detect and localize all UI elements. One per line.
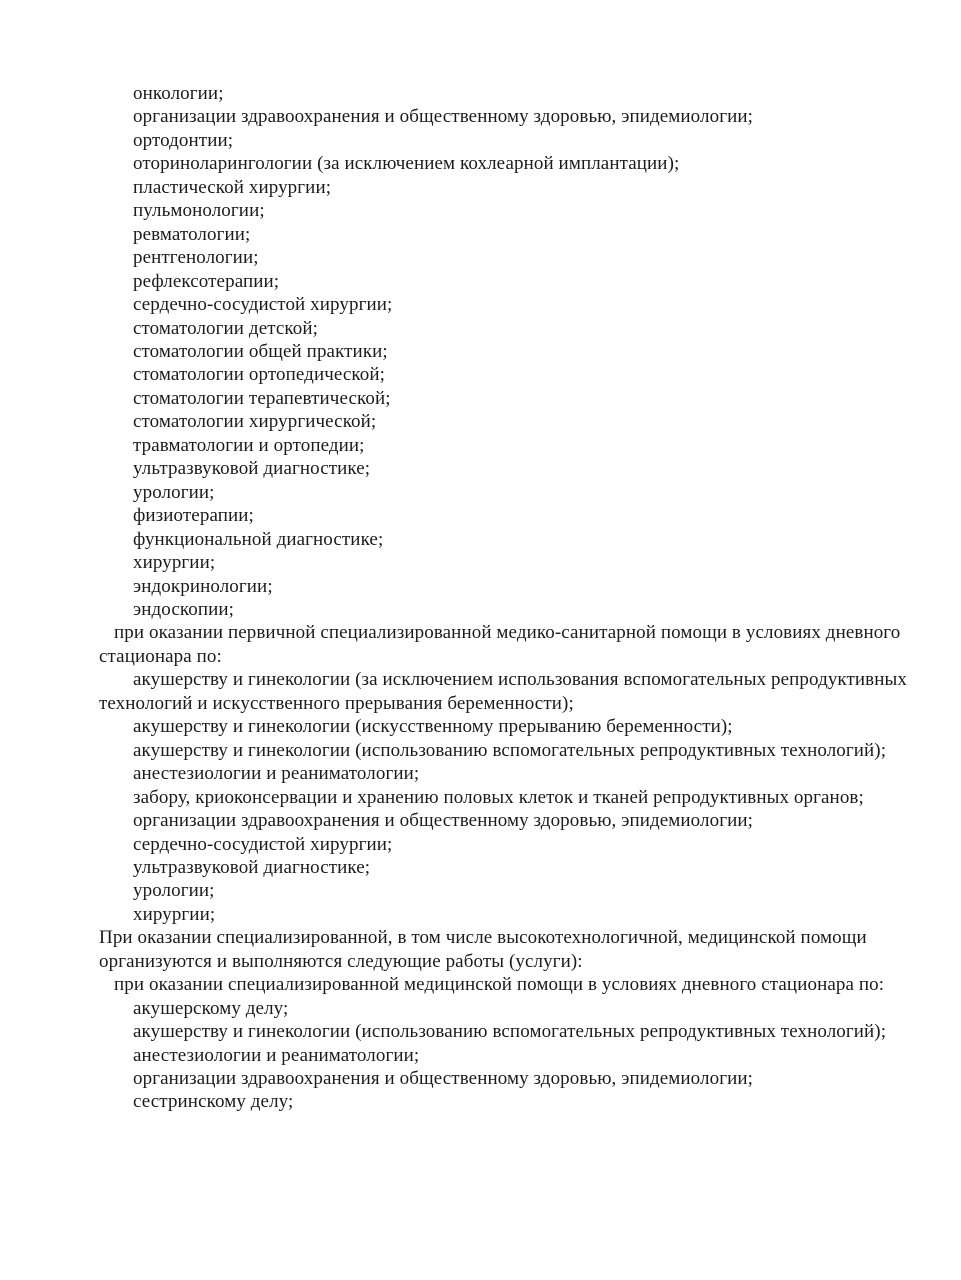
- document-paragraph: При оказании специализированной, в том числе высокотехнологичной, медицинской помощи организуются и выполняются следующие работы (услуги):: [99, 927, 867, 972]
- document-paragraph: урологии;: [133, 481, 215, 503]
- document-paragraph: ортодонтии;: [133, 129, 234, 151]
- document-paragraph: пластической хирургии;: [133, 176, 332, 198]
- document-paragraph: акушерству и гинекологии (использованию вспомогательных репродуктивных технологий);: [133, 1021, 887, 1043]
- document-paragraph: стоматологии ортопедической;: [133, 364, 386, 386]
- document-paragraph: сердечно-сосудистой хирургии;: [133, 294, 393, 316]
- document-paragraph: акушерству и гинекологии (использованию вспомогательных репродуктивных технологий);: [133, 739, 887, 761]
- document-paragraph: при оказании специализированной медицинской помощи в условиях дневного стационара по:: [114, 974, 885, 996]
- document-paragraph: травматологии и ортопедии;: [133, 434, 365, 456]
- document-paragraph: ревматологии;: [133, 223, 251, 245]
- document-paragraph: при оказании первичной специализированной медико-санитарной помощи в условиях дневного стационара по:: [99, 622, 901, 667]
- document-text-body: [99, 82, 933, 1114]
- document-paragraph: стоматологии общей практики;: [133, 340, 388, 362]
- document-paragraph: стоматологии хирургической;: [133, 411, 377, 433]
- document-paragraph: хирургии;: [133, 552, 216, 574]
- document-paragraph: рефлексотерапии;: [133, 270, 280, 292]
- document-paragraph: рентгенологии;: [133, 247, 259, 269]
- document-paragraph: эндокринологии;: [133, 575, 273, 597]
- document-paragraph: функциональной диагностике;: [133, 528, 384, 550]
- document-paragraph: физиотерапии;: [133, 505, 254, 527]
- document-paragraph: сердечно-сосудистой хирургии;: [133, 833, 393, 855]
- document-paragraph: стоматологии детской;: [133, 317, 319, 339]
- document-paragraph: онкологии;: [133, 83, 224, 104]
- document-paragraph: организации здравоохранения и общественному здоровью, эпидемиологии;: [133, 1068, 754, 1090]
- document-paragraph: забору, криоконсервации и хранению половых клеток и тканей репродуктивных органов;: [133, 786, 864, 808]
- document-paragraph: акушерскому делу;: [133, 997, 289, 1019]
- document-paragraph: ультразвуковой диагностике;: [133, 458, 371, 480]
- document-paragraph: хирургии;: [133, 903, 216, 925]
- document-paragraph: пульмонологии;: [133, 200, 265, 222]
- document-paragraph: организации здравоохранения и общественному здоровью, эпидемиологии;: [133, 810, 754, 832]
- document-paragraph: акушерству и гинекологии (за исключением использования вспомогательных репродуктивных технологий и искусственного прерывания беременности);: [99, 669, 907, 714]
- document-paragraph: акушерству и гинекологии (искусственному прерыванию беременности);: [133, 716, 733, 738]
- document-paragraph: сестринскому делу;: [133, 1091, 294, 1113]
- document-paragraph: анестезиологии и реаниматологии;: [133, 1044, 420, 1066]
- document-paragraph: урологии;: [133, 880, 215, 902]
- document-paragraph: стоматологии терапевтической;: [133, 387, 391, 409]
- document-paragraph: анестезиологии и реаниматологии;: [133, 763, 420, 785]
- document-paragraph: эндоскопии;: [133, 598, 235, 620]
- document-paragraph: ультразвуковой диагностике;: [133, 856, 371, 878]
- document-paragraph: организации здравоохранения и общественному здоровью, эпидемиологии;: [133, 106, 754, 128]
- document-paragraph: оториноларингологии (за исключением кохлеарной имплантации);: [133, 153, 680, 175]
